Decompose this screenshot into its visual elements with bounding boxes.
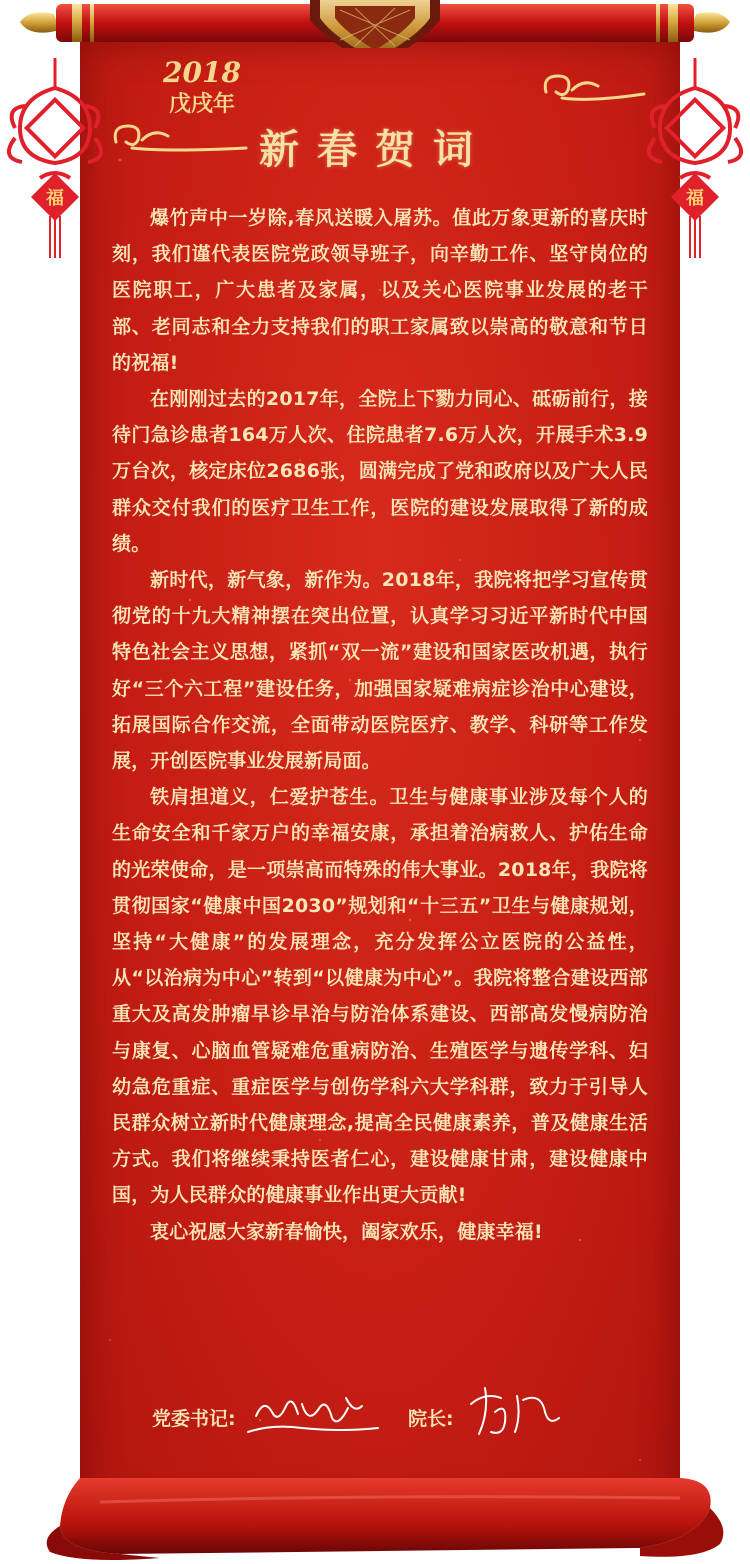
svg-text:福: 福: [46, 188, 64, 209]
scroll-rod: [20, 0, 730, 48]
secretary-label: 党委书记:: [152, 1408, 236, 1430]
year-label: 2018: [163, 56, 241, 89]
signature-row: [150, 1394, 610, 1464]
paragraph: 新时代，新气象，新作为。2018年，我院将把学习宣传贯彻党的十九大精神摆在突出位置，认真学习习近平新时代中国特色社会主义思想，紧抓“双一流”建设和国家医改机遇，执行好“三个六工程”建设任务，加强国家疑难病症诊治中心建设，拓展国际合作交流，全面带动医院医疗、教学、科研等工作发展，开创医院事业发展新局面。: [112, 569, 648, 773]
director-label: 院长:: [408, 1408, 454, 1430]
paragraph: 铁肩担道义，仁爱护苍生。卫生与健康事业涉及每个人的生命安全和千家万户的幸福安康，承担着治病救人、护佑生命的光荣使命，是一项崇高而特殊的伟大事业。2018年，我院将贯彻国家“健康中国2030”规划和“十三五”卫生与健康规划，坚持“大健康”的发展理念，充分发挥公立医院的公益性，从“以治病为中心”转到“以健康为中心”。我院将整合建设西部重大及高发肿瘤早诊早治与防治体系建设、西部高发慢病防治与康复、心脑血管疑难危重病防治、生殖医学与遗传学科、妇幼急危重症、重症医学与创伤学科六大学科群，致力于引导人民群众树立新时代健康理念,提高全民健康素养，普及健康生活方式。我们将继续秉持医者仁心，建设健康甘肃，建设健康中国，为人民群众的健康事业作出更大贡献!: [112, 786, 648, 1207]
chinese-knot-icon: [640, 58, 750, 258]
year-name-label: 戊戌年: [168, 91, 235, 117]
paragraph: 在刚刚过去的2017年，全院上下勠力同心、砥砺前行，接待门急诊患者164万人次、住院患者7.6万人次，开展手术3.9万台次，核定床位2686张，圆满完成了党和政府以及广大人民群众交付我们的医疗卫生工作，医院的建设发展取得了新的成绩。: [112, 388, 648, 555]
page-title: 新春贺词: [259, 127, 491, 173]
svg-text:福: 福: [686, 188, 704, 209]
greeting-body: [112, 200, 648, 1250]
auspicious-cloud-icon: [540, 70, 650, 110]
signature-image: [465, 1382, 565, 1446]
signature-image: [242, 1384, 382, 1448]
chinese-knot-icon: [0, 58, 110, 258]
paragraph: 爆竹声中一岁除,春风送暖入屠苏。值此万象更新的喜庆时刻，我们谨代表医院党政领导班子，向辛勤工作、坚守岗位的医院职工，广大患者及家属，以及关心医院事业发展的老干部、老同志和全力支持我们的职工家属致以崇高的敬意和节日的祝福!: [112, 207, 648, 374]
scroll-bottom-roll: [40, 1468, 730, 1564]
paragraph: 衷心祝愿大家新春愉快，阖家欢乐，健康幸福!: [150, 1220, 543, 1243]
